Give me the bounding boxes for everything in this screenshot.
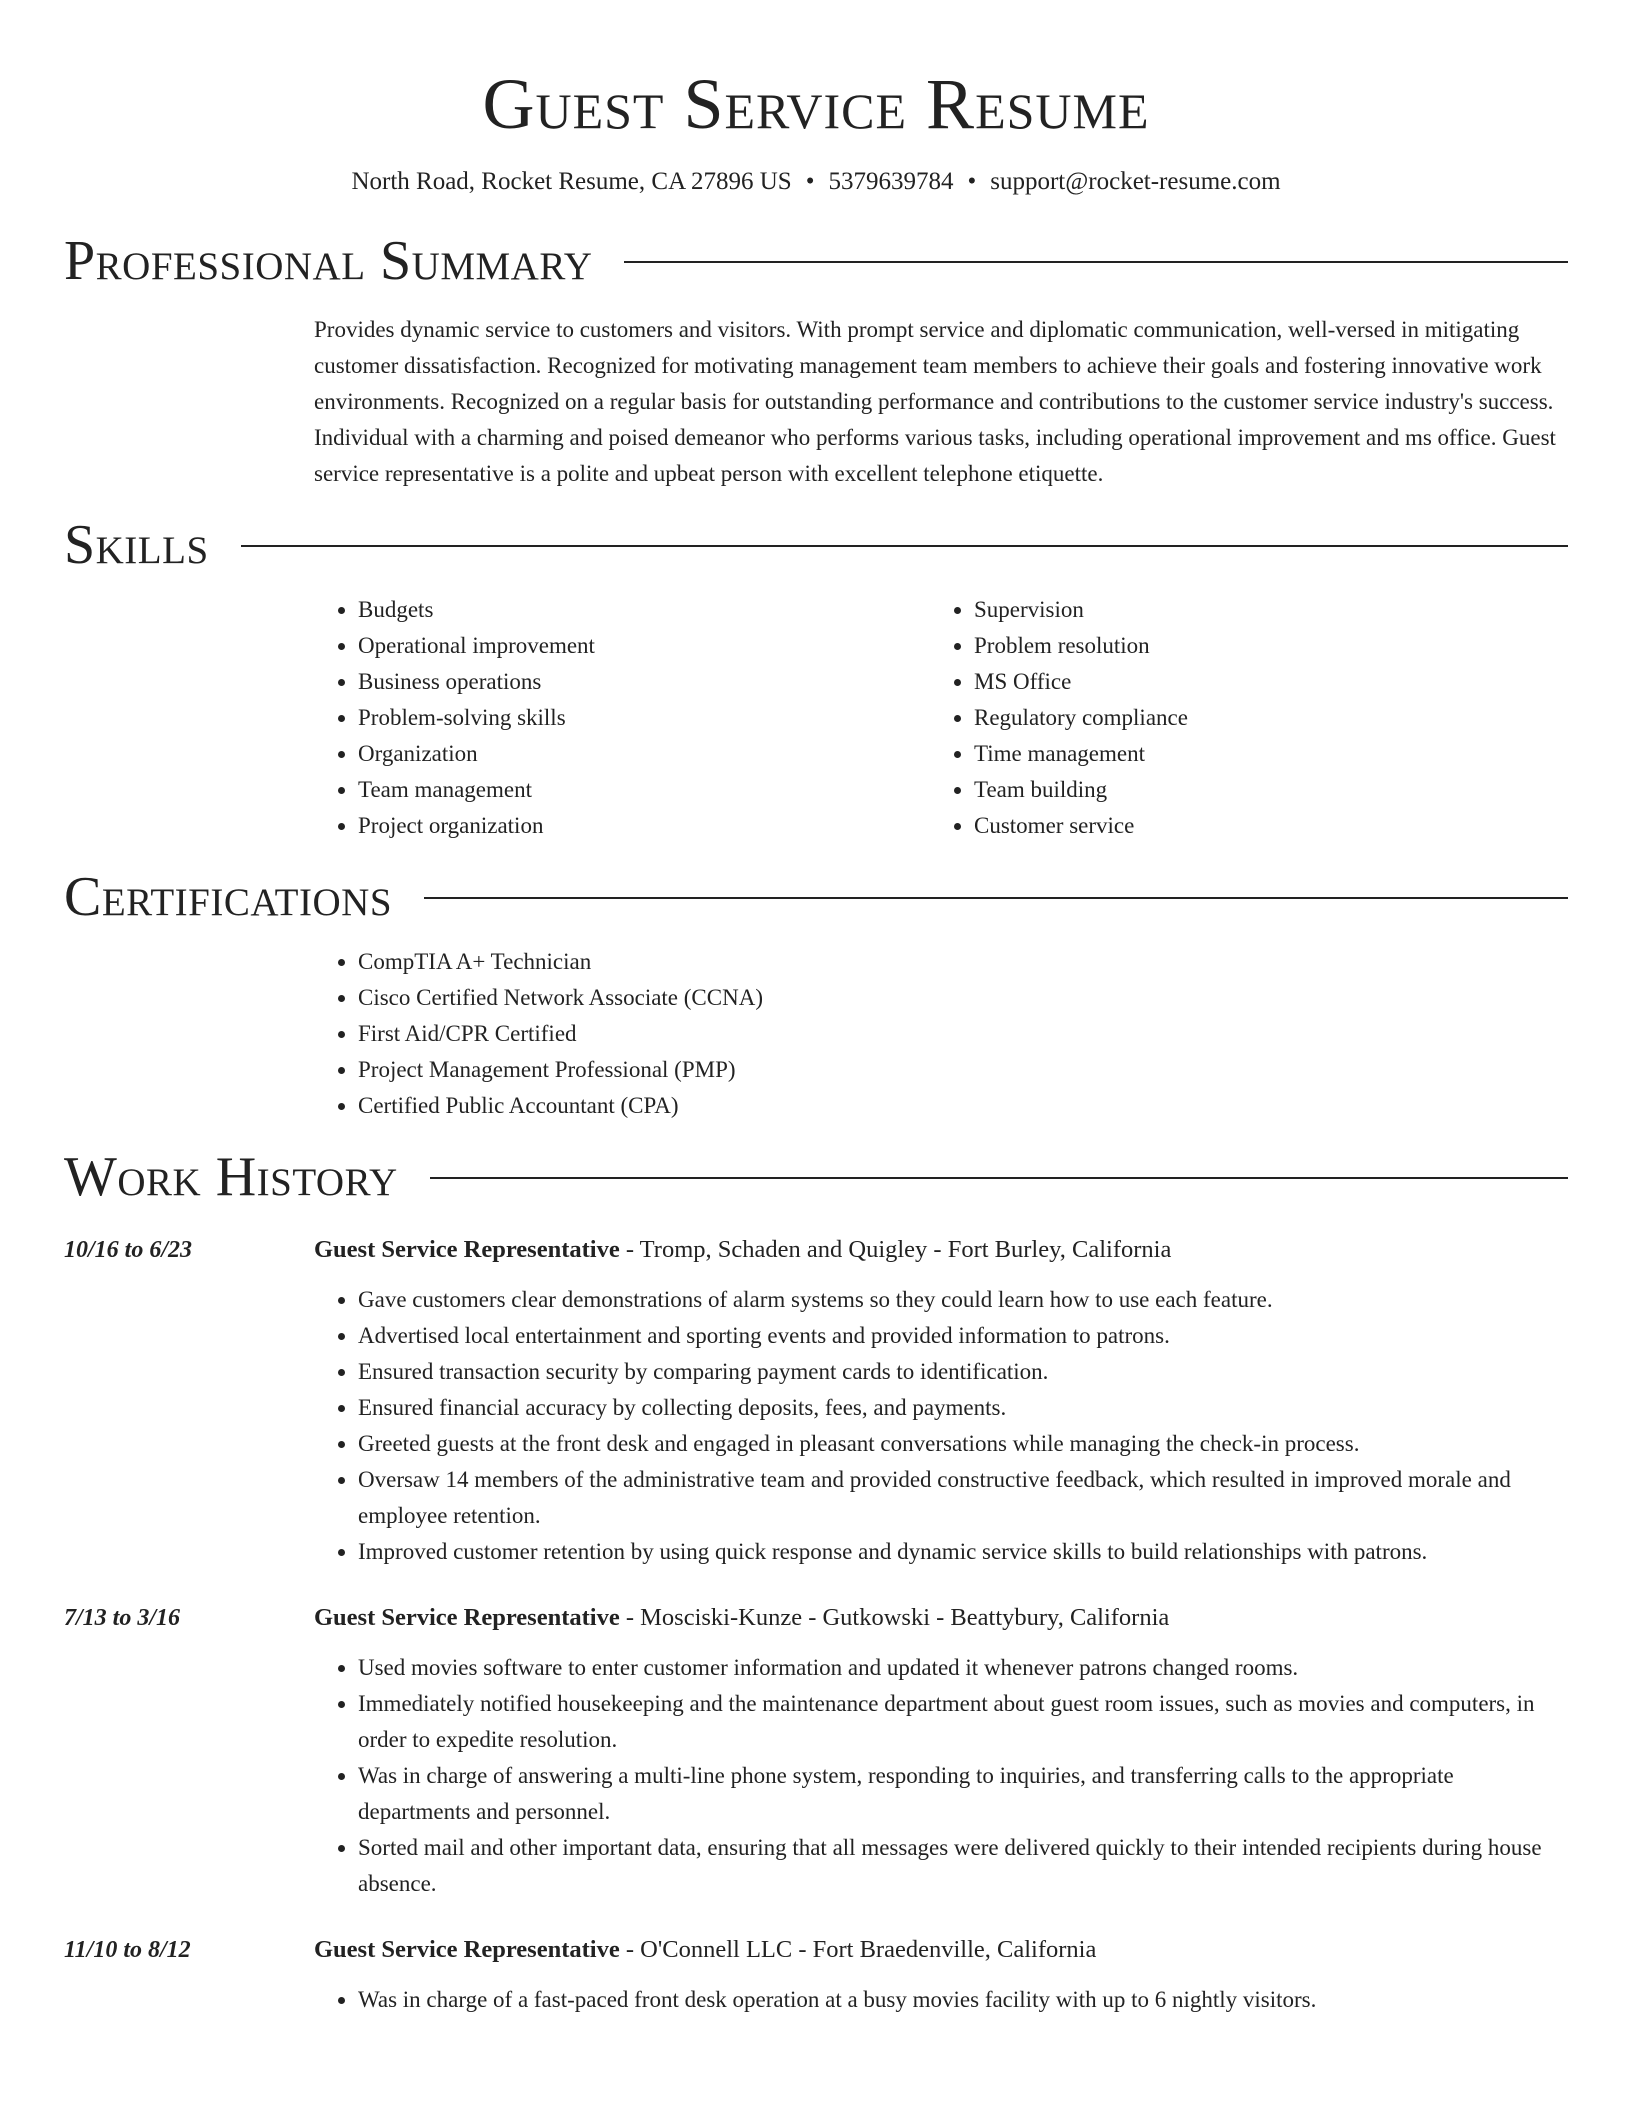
job-entry bbox=[64, 1600, 1568, 1902]
contact-email: support@rocket-resume.com bbox=[990, 168, 1281, 195]
skills-heading: Skills bbox=[64, 514, 209, 576]
list-item: • Ensured financial accuracy by collecting deposits, fees, and payments. bbox=[358, 1390, 1568, 1426]
certifications-section-header bbox=[64, 864, 1568, 930]
work-history-list bbox=[64, 1232, 1568, 2018]
list-item: • Sorted mail and other important data, ensuring that all messages were delivered quickly to their intended recipients during house absence. bbox=[358, 1830, 1568, 1902]
skills-column-right bbox=[930, 592, 1546, 844]
list-item: • Regulatory compliance bbox=[974, 700, 1546, 736]
list-item: • Customer service bbox=[974, 808, 1546, 844]
list-item: • Ensured transaction security by comparing payment cards to identification. bbox=[358, 1354, 1568, 1390]
job-header bbox=[64, 1600, 1568, 1636]
job-entry bbox=[64, 1932, 1568, 2018]
list-item: • Team management bbox=[358, 772, 930, 808]
list-item: • First Aid/CPR Certified bbox=[358, 1016, 1568, 1052]
skills-list bbox=[314, 592, 1568, 844]
summary-text: Provides dynamic service to customers and visitors. With prompt service and diplomatic communication, well-versed in mitigating customer dissatisfaction. Recognized for motivating management team members to achieve their goals and fostering innovative work environments. Recognized on a regular basis for outstanding performance and contributions to the customer service industry's success. Individual with a charming and poised demeanor who performs various tasks, including operational improvement and ms office. Guest service representative is a polite and upbeat person with excellent telephone etiquette. bbox=[314, 317, 1556, 486]
contact-phone: 5379639784 bbox=[828, 168, 954, 195]
list-item: • Project organization bbox=[358, 808, 930, 844]
list-item: • Immediately notified housekeeping and the maintenance department about guest room issues, such as movies and computers, in order to expedite resolution. bbox=[358, 1686, 1568, 1758]
list-item: • Budgets bbox=[358, 592, 930, 628]
job-title: Guest Service Representative bbox=[314, 1936, 620, 1963]
list-item: • Was in charge of answering a multi-line phone system, responding to inquiries, and transferring calls to the appropriate departments and personnel. bbox=[358, 1758, 1568, 1830]
list-item: • MS Office bbox=[974, 664, 1546, 700]
list-item: • Was in charge of a fast-paced front desk operation at a busy movies facility with up to 6 nightly visitors. bbox=[358, 1982, 1568, 2018]
job-company-location: - Mosciski-Kunze - Gutkowski - Beattybury, California bbox=[619, 1604, 1170, 1631]
list-item: • Certified Public Accountant (CPA) bbox=[358, 1088, 1568, 1124]
certifications-heading: Certifications bbox=[64, 866, 393, 928]
job-entry bbox=[64, 1232, 1568, 1570]
list-item: • Gave customers clear demonstrations of alarm systems so they could learn how to use each feature. bbox=[358, 1282, 1568, 1318]
list-item: • Team building bbox=[974, 772, 1546, 808]
resume-page bbox=[64, 0, 1568, 2018]
list-item: • Problem resolution bbox=[974, 628, 1546, 664]
job-bullets bbox=[314, 1650, 1568, 1902]
list-item: • Time management bbox=[974, 736, 1546, 772]
job-title: Guest Service Representative bbox=[314, 1236, 620, 1263]
job-company-location: - Tromp, Schaden and Quigley - Fort Burley, California bbox=[619, 1236, 1172, 1263]
job-title-line bbox=[314, 1232, 1171, 1268]
list-item: • Used movies software to enter customer information and updated it whenever patrons changed rooms. bbox=[358, 1650, 1568, 1686]
resume-title: Guest Service Resume bbox=[482, 64, 1150, 144]
contact-separator: • bbox=[967, 168, 977, 195]
list-item: • Improved customer retention by using quick response and dynamic service skills to build relationships with patrons. bbox=[358, 1534, 1568, 1570]
job-dates: 10/16 to 6/23 bbox=[64, 1237, 193, 1263]
list-item: • Organization bbox=[358, 736, 930, 772]
skills-column-left bbox=[314, 592, 930, 844]
job-bullets bbox=[314, 1982, 1568, 2018]
list-item: • Cisco Certified Network Associate (CCNA) bbox=[358, 980, 1568, 1016]
list-item: • CompTIA A+ Technician bbox=[358, 944, 1568, 980]
contact-line bbox=[64, 166, 1568, 198]
contact-address: North Road, Rocket Resume, CA 27896 US bbox=[351, 168, 792, 195]
job-header bbox=[64, 1932, 1568, 1968]
section-divider bbox=[424, 897, 1568, 899]
section-divider bbox=[624, 261, 1568, 263]
section-divider bbox=[430, 1177, 1568, 1179]
work-history-section-header bbox=[64, 1144, 1568, 1210]
list-item: • Greeted guests at the front desk and engaged in pleasant conversations while managing the check-in process. bbox=[358, 1426, 1568, 1462]
job-bullets bbox=[314, 1282, 1568, 1570]
job-title-line bbox=[314, 1932, 1096, 1968]
list-item: • Project Management Professional (PMP) bbox=[358, 1052, 1568, 1088]
job-company-location: - O'Connell LLC - Fort Braedenville, California bbox=[619, 1936, 1097, 1963]
job-title: Guest Service Representative bbox=[314, 1604, 620, 1631]
list-item: • Operational improvement bbox=[358, 628, 930, 664]
work-history-heading: Work History bbox=[64, 1146, 398, 1208]
skills-section-header bbox=[64, 512, 1568, 578]
list-item: • Business operations bbox=[358, 664, 930, 700]
section-divider bbox=[241, 545, 1568, 547]
list-item: • Oversaw 14 members of the administrative team and provided constructive feedback, which resulted in improved morale and employee retention. bbox=[358, 1462, 1568, 1534]
certifications-list bbox=[314, 944, 1568, 1124]
list-item: • Supervision bbox=[974, 592, 1546, 628]
job-dates: 7/13 to 3/16 bbox=[64, 1605, 181, 1631]
contact-separator: • bbox=[805, 168, 815, 195]
job-dates: 11/10 to 8/12 bbox=[64, 1937, 191, 1963]
job-header bbox=[64, 1232, 1568, 1268]
summary-section-header bbox=[64, 228, 1568, 294]
list-item: • Advertised local entertainment and sporting events and provided information to patrons. bbox=[358, 1318, 1568, 1354]
job-title-line bbox=[314, 1600, 1169, 1636]
summary-heading: Professional Summary bbox=[64, 230, 593, 292]
list-item: • Problem-solving skills bbox=[358, 700, 930, 736]
